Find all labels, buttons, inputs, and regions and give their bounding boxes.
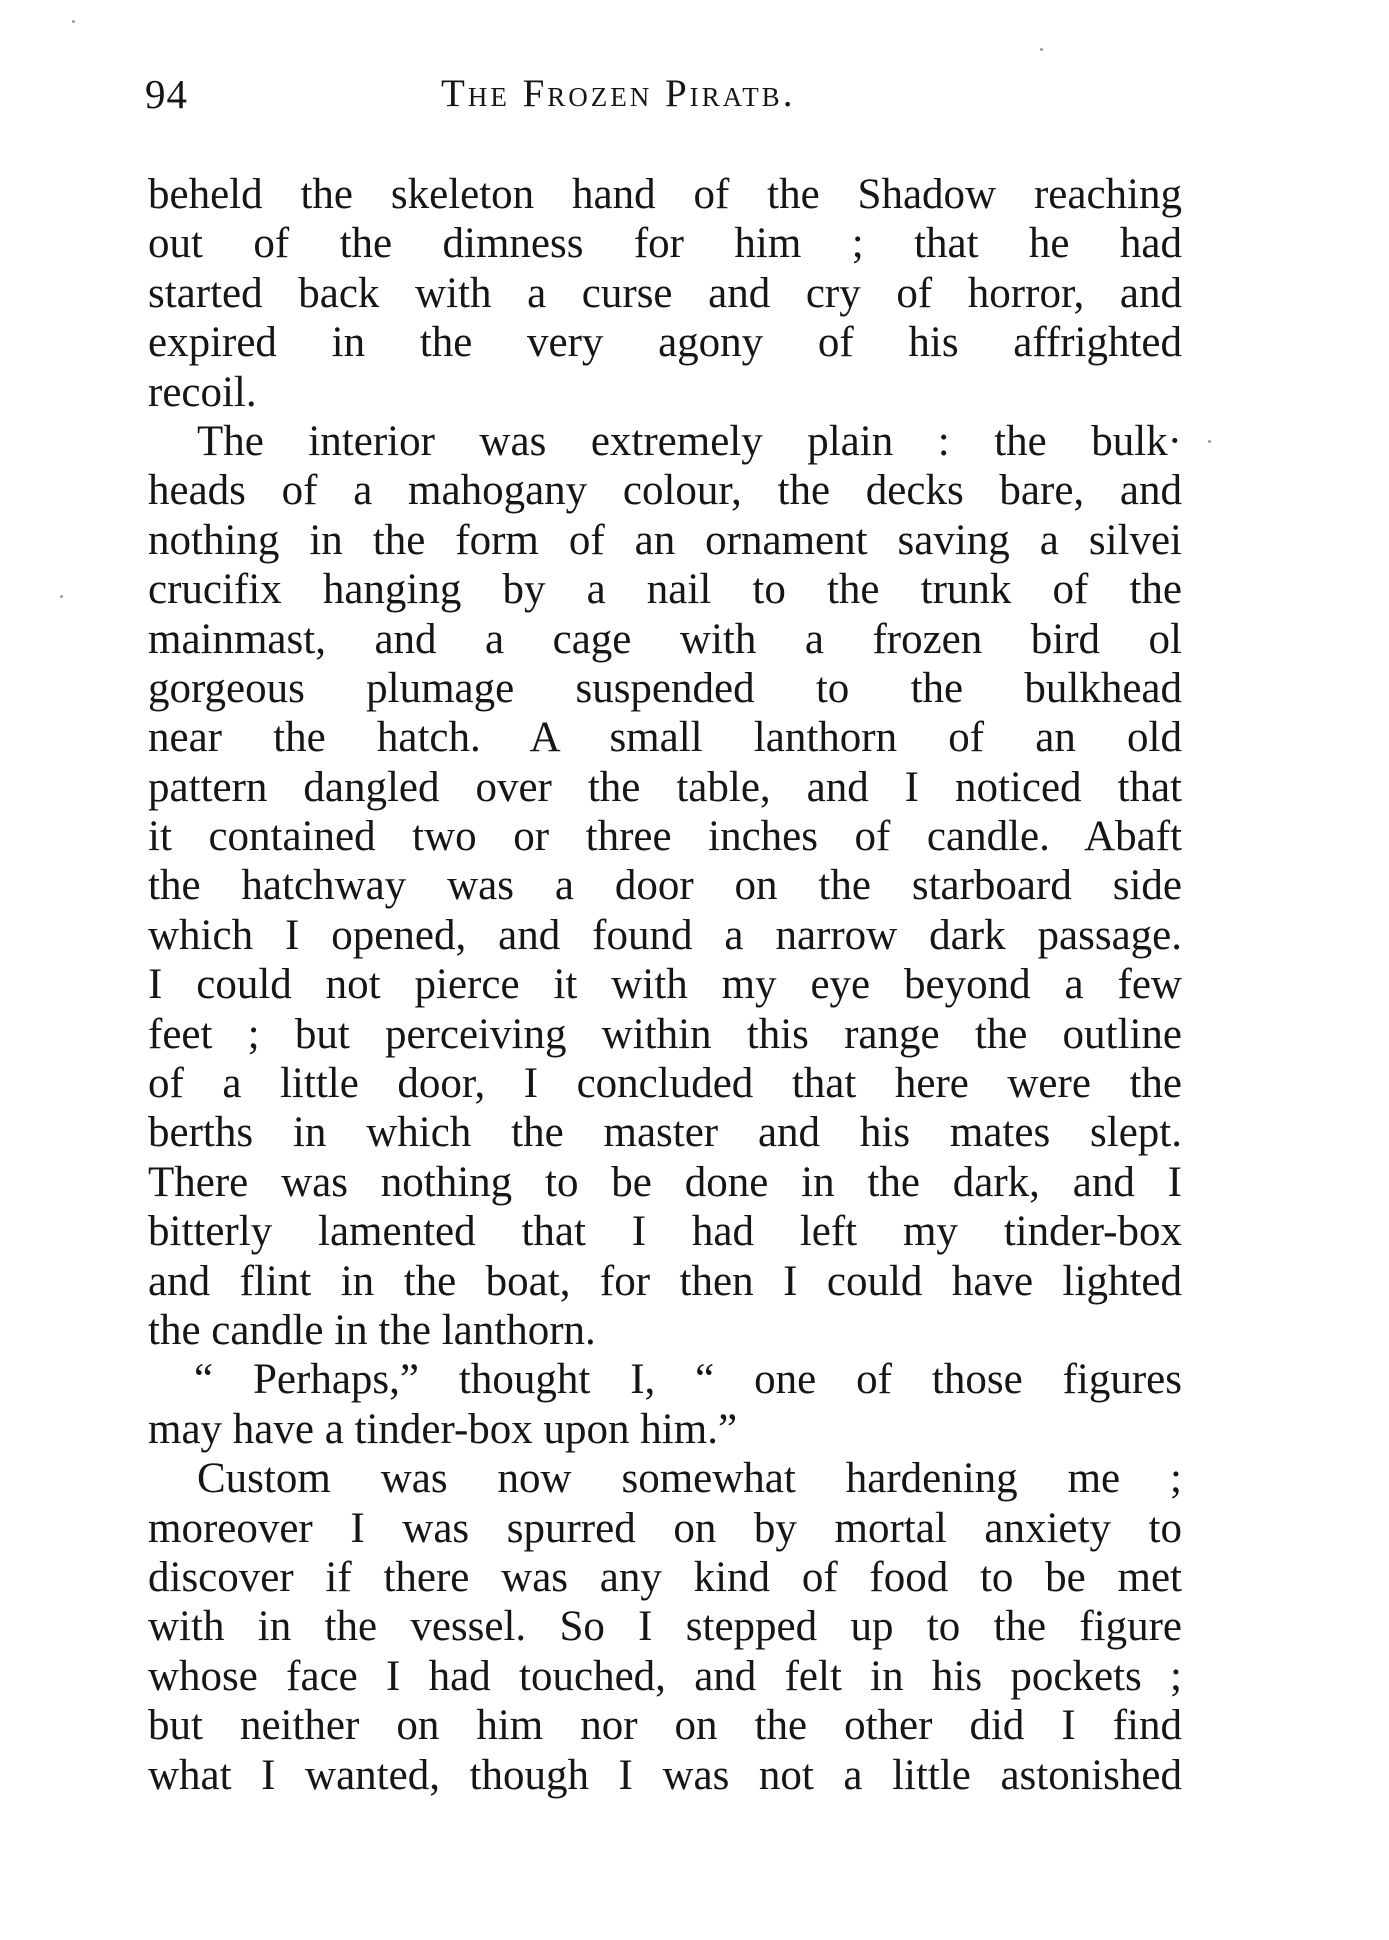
text-line: beheld the skeleton hand of the Shadow reaching (148, 171, 1182, 218)
text-line: gorgeous plumage suspended to the bulkhead (148, 664, 1182, 712)
text-line: nothing in the form of an ornament saving a silvei (148, 516, 1182, 564)
text-line: discover if there was any kind of food to be met (148, 1553, 1182, 1601)
text-line: crucifix hanging by a nail to the trunk of the (148, 566, 1182, 614)
text-line: moreover I was spurred on by mortal anxiety to (148, 1504, 1182, 1552)
text-line: Custom was now somewhat hardening me ; (197, 1455, 1182, 1503)
text-line: bitterly lamented that I had left my tinder-box (148, 1208, 1182, 1256)
text-line: pattern dangled over the table, and I noticed that (148, 763, 1182, 811)
text-line: it contained two or three inches of candle. Abaft (148, 813, 1182, 861)
text-line: near the hatch. A small lanthorn of an old (148, 714, 1182, 762)
text-line: may have a tinder-box upon him.” (148, 1405, 738, 1453)
paper-speck (60, 595, 63, 598)
paper-speck (72, 20, 75, 23)
text-line: whose face I had touched, and felt in his pockets ; (148, 1652, 1182, 1700)
body-text (148, 170, 1182, 1800)
text-line: There was nothing to be done in the dark, and I (148, 1158, 1182, 1206)
text-line: of a little door, I concluded that here were the (148, 1060, 1182, 1108)
running-title: The Frozen Piratb. (441, 72, 796, 115)
paper-speck (1040, 48, 1043, 51)
paper-speck (1208, 440, 1211, 443)
text-line: mainmast, and a cage with a frozen bird ol (148, 615, 1182, 663)
text-line: and flint in the boat, for then I could have lighted (148, 1257, 1182, 1305)
text-line: but neither on him nor on the other did I find (148, 1702, 1182, 1750)
text-line: the hatchway was a door on the starboard side (148, 862, 1182, 910)
page-header (145, 64, 1195, 124)
text-line: with in the vessel. So I stepped up to the figure (148, 1603, 1182, 1651)
text-line: recoil. (148, 368, 257, 416)
page-number: 94 (145, 71, 188, 117)
text-line: out of the dimness for him ; that he had (148, 220, 1182, 268)
text-line: which I opened, and found a narrow dark passage. (148, 911, 1182, 959)
text-line: feet ; but perceiving within this range the outline (148, 1010, 1182, 1058)
text-line: what I wanted, though I was not a little astonished (148, 1751, 1182, 1799)
text-line: berths in which the master and his mates slept. (148, 1109, 1182, 1157)
text-line: I could not pierce it with my eye beyond a few (148, 961, 1182, 1009)
text-line: The interior was extremely plain : the bulk· (197, 417, 1182, 465)
text-line: “ Perhaps,” thought I, “ one of those figures (194, 1356, 1182, 1404)
text-line: the candle in the lanthorn. (148, 1306, 596, 1354)
text-line: heads of a mahogany colour, the decks bare, and (148, 467, 1182, 515)
text-line: expired in the very agony of his affrighted (148, 319, 1182, 367)
text-line: started back with a curse and cry of horror, and (148, 269, 1182, 317)
